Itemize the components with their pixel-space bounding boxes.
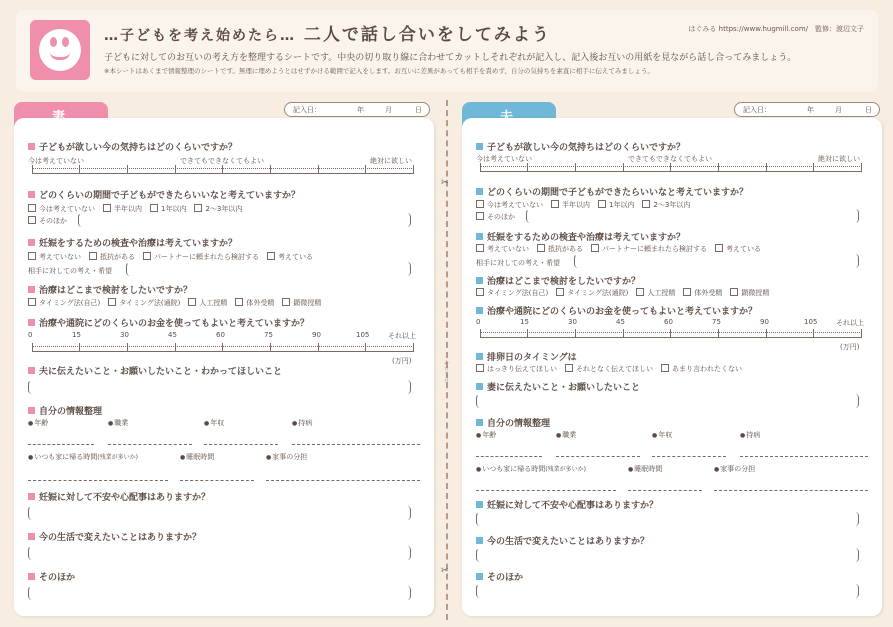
info-age: ● 年齢 [28,418,48,428]
note: ※本シートはあくまで情報整理のシートです。無理に埋めようとはせずかける範囲で記入をします。お互いに差異があっても相手を責めず、自分の気持ちを素直に相手に伝えてみましょう。 [104,67,654,75]
period-other[interactable]: そのほか [476,212,523,222]
bracket-right [854,254,859,268]
question-5: 治療や通院にどのくらいのお金を使ってもよいと考えていますか？ [476,304,757,317]
scale-label-right: 絶対に欲しい [818,155,860,163]
page-title: …子どもを考え始めたら… 二人で話し合いをしてみよう [104,25,551,45]
bracket-left [126,262,131,276]
info-income: ● 年収 [204,418,224,428]
info-housework: ● 家事の分担 [266,452,307,462]
bracket-right [854,209,859,223]
bracket-right [854,584,859,598]
bracket-left [476,512,481,526]
age-field[interactable] [28,444,94,445]
bracket-right [406,262,411,276]
sleep-field[interactable] [628,490,702,491]
test-options[interactable]: 考えていない 抵抗がある パートナーに頼まれたら検討する 考えている [476,244,769,254]
period-options[interactable]: 今は考えていない 半年以内 1年以内 2～3年以内 [28,204,250,214]
question-8: 妊娠に対して不安や心配事はありますか？ [476,498,658,511]
sleep-field[interactable] [180,480,254,481]
info-illness: ● 持病 [740,430,760,440]
ovulation-options[interactable]: はっきり伝えてほしい それとなく伝えてほしい あまり言われたくない [476,364,750,374]
info-sleep: ● 睡眠時間 [628,464,662,474]
bracket-left [28,380,33,394]
treatment-options[interactable]: タイミング法(自己) タイミング法(通院) 人工授精 体外受精 顕微授精 [476,288,777,298]
scissors-icon: ✂ [441,178,449,188]
bracket-right [854,394,859,408]
scale-dots [480,332,862,333]
question-6: 夫に伝えたいこと・お願いしたいこと・わかってほしいこと [28,364,282,377]
scale-label-left: 今は考えていない [28,157,84,165]
info-income: ● 年収 [652,430,672,440]
scale-label-mid: できてもできなくてもよい [180,157,264,165]
money-scale[interactable] [480,328,862,338]
return-time-field[interactable] [28,480,168,481]
bracket-right [406,586,411,600]
bracket-left [28,586,33,600]
bracket-left [476,394,481,408]
age-field[interactable] [476,456,542,457]
scale-label-right: 絶対に欲しい [370,157,412,165]
money-scale[interactable] [32,342,414,352]
bracket-left [574,254,579,268]
question-8: 妊娠に対して不安や心配事はありますか？ [28,490,210,503]
scale-dots [480,166,862,167]
illness-field[interactable] [740,456,868,457]
question-9: 今の生活で変えたいことはありますか？ [28,530,201,543]
info-return-time: ● いつも家に帰る時間(残業が多いか) [28,452,138,462]
bracket-right [406,213,411,227]
info-job: ● 職業 [556,430,576,440]
question-2: どのくらいの期間で子どもができたらいいなと考えていますか？ [476,185,748,198]
site-credit: はぐみる https://www.hugmill.com/ 監修：渡辺文子 [688,25,864,33]
description: 子どもに対してのお互いの考え方を整理するシートです。中央の切り取り線に合わせてカットしそれぞれが記入し、記入後お互いの用紙を見ながら話し合ってみましょう。 [104,53,797,63]
illness-field[interactable] [292,444,420,445]
husband-panel: 子どもが欲しい今の気持ちはどのくらいですか？ 今は考えていない できてもできなくてもよい 絶対に欲しい どのくらいの期間で子どもができたらいいなと考えていますか？ 今は考えていない 半年以内 1年以内 2～3年以内 そのほか 妊娠をするための検査や治療は考えていますか？ 考えていない 抵抗がある パートナーに頼まれたら検討する 考えている 相手に対しての考え・希望 治療はどこまで検討をしたいですか？ タイミング法(自己) タイミング法(通院) 人工授精 体外受精 顕微授精 治療や通院にどのくらいのお金を使ってもよいと考えていますか？ 0 15 30 45 60 75 90 105 それ以上 (万円) 排卵日のタイミングは はっきり伝えてほしい それとなく伝えてほしい あまり言われたくない 妻に伝えたいこと・お願いしたいこと 自分の情報整理 ● 年齢 ● 職業 ● 年収 ● 持病 ● いつも家に帰る時間(残業が多いか) ● 睡眠時間 ● 家事の分担 妊娠に対して不安や心配事はありますか？ 今の生活で変えたいことはありますか？ そのほか [462,118,882,616]
info-illness: ● 持病 [292,418,312,428]
period-options[interactable]: 今は考えていない 半年以内 1年以内 2～3年以内 [476,200,698,210]
bracket-left [476,548,481,562]
question-1: 子どもが欲しい今の気持ちはどのくらいですか？ [28,140,237,153]
scale-label-left: 今は考えていない [476,155,532,163]
income-field[interactable] [204,444,278,445]
question-7: 自分の情報整理 [476,416,550,429]
question-5: 治療や通院にどのくらいのお金を使ってもよいと考えていますか？ [28,316,309,329]
bracket-right [406,506,411,520]
info-housework: ● 家事の分担 [714,464,755,474]
bracket-left [476,584,481,598]
date-field-wife[interactable]: 記入日： 年 月 日 [284,102,430,117]
test-options[interactable]: 考えていない 抵抗がある パートナーに頼まれたら検討する 考えている [28,252,321,262]
period-other[interactable]: そのほか [28,216,75,226]
feeling-scale[interactable] [480,162,862,172]
feeling-scale[interactable] [32,164,414,174]
question-ovulation: 排卵日のタイミングは [476,350,577,363]
partner-label: 相手に対しての考え・希望 [28,267,112,275]
bracket-right [854,548,859,562]
bracket-right [406,380,411,394]
cut-label: キリトリ [442,360,449,384]
date-field-husband[interactable]: 記入日： 年 月 日 [734,102,880,117]
question-7: 自分の情報整理 [28,404,102,417]
info-sleep: ● 睡眠時間 [180,452,214,462]
bracket-right [854,512,859,526]
question-6: 妻に伝えたいこと・お願いしたいこと [476,380,640,393]
scale-label-mid: できてもできなくてもよい [628,155,712,163]
income-field[interactable] [652,456,726,457]
bracket-left [28,546,33,560]
question-3: 妊娠をするための検査や治療は考えていますか？ [476,230,685,243]
housework-field[interactable] [266,480,420,481]
job-field[interactable] [556,456,640,457]
money-unit: (万円) [840,343,860,351]
header [16,10,878,92]
return-time-field[interactable] [476,490,616,491]
question-10: そのほか [28,570,75,583]
question-4: 治療はどこまで検討をしたいですか？ [28,283,192,296]
scale-dots [32,168,414,169]
question-4: 治療はどこまで検討をしたいですか？ [476,274,640,287]
bracket-left [28,506,33,520]
info-job: ● 職業 [108,418,128,428]
logo-icon [30,20,90,80]
bracket-left [78,213,83,227]
question-1: 子どもが欲しい今の気持ちはどのくらいですか？ [476,140,685,153]
question-10: そのほか [476,570,523,583]
scissors-icon: ✂ [441,566,449,576]
question-9: 今の生活で変えたいことはありますか？ [476,534,649,547]
job-field[interactable] [108,444,192,445]
treatment-options[interactable]: タイミング法(自己) タイミング法(通院) 人工授精 体外受精 顕微授精 [28,298,329,308]
info-return-time: ● いつも家に帰る時間(残業が多いか) [476,464,586,474]
question-3: 妊娠をするための検査や治療は考えていますか？ [28,236,237,249]
partner-label: 相手に対しての考え・希望 [476,259,560,267]
bracket-right [406,546,411,560]
bracket-left [526,209,531,223]
money-unit: (万円) [392,357,412,365]
question-2: どのくらいの期間で子どもができたらいいなと考えていますか？ [28,188,300,201]
wife-panel: 子どもが欲しい今の気持ちはどのくらいですか？ 今は考えていない できてもできなくてもよい 絶対に欲しい どのくらいの期間で子どもができたらいいなと考えていますか？ 今は考えていない 半年以内 1年以内 2～3年以内 そのほか 妊娠をするための検査や治療は考えていますか？ 考えていない 抵抗がある パートナーに頼まれたら検討する 考えている 相手に対しての考え・希望 治療はどこまで検討をしたいですか？ タイミング法(自己) タイミング法(通院) 人工授精 体外受精 顕微授精 治療や通院にどのくらいのお金を使ってもよいと考えていますか？ 0 15 30 45 60 75 90 105 それ以上 (万円) 夫に伝えたいこと・お願いしたいこと・わかってほしいこと 自分の情報整理 ● 年齢 ● 職業 ● 年収 ● 持病 ● いつも家に帰る時間(残業が多いか) ● 睡眠時間 ● 家事の分担 妊娠に対して不安や心配事はありますか？ 今の生活で変えたいことはありますか？ そのほか [14,118,434,616]
housework-field[interactable] [714,490,868,491]
scale-dots [32,346,414,347]
info-age: ● 年齢 [476,430,496,440]
